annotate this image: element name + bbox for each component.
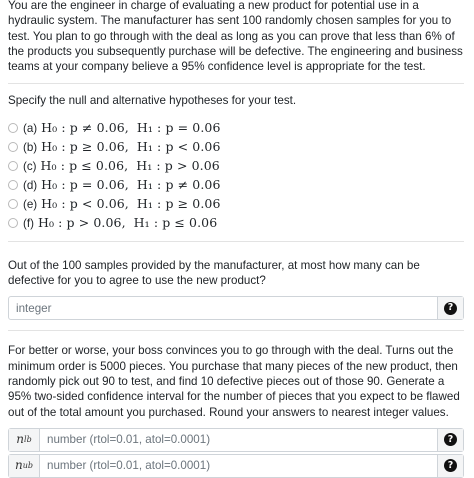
hypothesis-options <box>8 119 464 233</box>
question-mark-icon: ? <box>444 433 457 446</box>
option-f[interactable] <box>8 214 464 233</box>
option-h0: H₀ : p ≤ 0.06, <box>40 158 129 174</box>
divider <box>8 83 464 84</box>
radio-button-a[interactable] <box>8 123 18 133</box>
option-h1: H₁ : p ≥ 0.06 <box>136 196 221 212</box>
lower-bound-field[interactable] <box>8 428 464 452</box>
question-mark-icon: ? <box>444 459 457 472</box>
subscript-ub: ub <box>22 460 33 470</box>
integer-answer-field[interactable] <box>8 296 464 320</box>
hypothesis-prompt: Specify the null and alternative hypotheses for your test. <box>8 94 297 108</box>
integer-input[interactable]: integer <box>16 301 52 315</box>
option-h1: H₁ : p > 0.06 <box>136 158 220 174</box>
option-letter: (e) <box>23 197 38 211</box>
option-h0: H₀ : p > 0.06, <box>37 215 126 231</box>
interval-prompt: For better or worse, your boss convinces you to go through with the deal. Turns out the minimum order is 5000 pieces. You purchase that many pieces of the new product, then randomly pick out 90 to test, and find 10 defective pieces out of those 90. Generate a 95% two-sided confidence interval for the number of pieces that you expect to be flawed out of the total amount you purchased. Round your answers to nearest integer values. <box>8 344 460 419</box>
radio-button-d[interactable] <box>8 180 18 190</box>
option-h1: H₁ : p < 0.06 <box>136 139 221 155</box>
upper-bound-label <box>9 455 40 477</box>
divider <box>8 241 464 242</box>
variable-n: n <box>14 457 23 472</box>
option-h1: H₁ : p = 0.06 <box>136 120 221 136</box>
option-d[interactable] <box>8 176 464 195</box>
radio-button-c[interactable] <box>8 161 18 171</box>
subscript-lb: lb <box>24 434 32 444</box>
option-letter: (b) <box>23 140 38 154</box>
option-c[interactable] <box>8 157 464 176</box>
upper-bound-field[interactable] <box>8 454 464 478</box>
help-button[interactable] <box>437 297 463 319</box>
lower-bound-label <box>9 429 40 451</box>
option-h0: H₀ : p = 0.06, <box>41 177 129 193</box>
intro-paragraph: You are the engineer in charge of evaluating a new product for potential use in a hydraulic system. The manufacturer has sent 100 randomly chosen samples for you to test. You plan to go through with the deal as long as you can prove that less than 6% of the products you subsequently purchase will be defective. The engineering and business teams at your company believe a 95% confidence level is appropriate for the test. <box>8 0 463 74</box>
help-button[interactable] <box>437 455 463 477</box>
option-a[interactable] <box>8 119 464 138</box>
help-button[interactable] <box>437 429 463 451</box>
radio-button-f[interactable] <box>8 218 18 228</box>
radio-button-e[interactable] <box>8 199 18 209</box>
option-h0: H₀ : p ≠ 0.06, <box>41 120 129 136</box>
option-letter: (f) <box>23 216 34 230</box>
option-h1: H₁ : p ≠ 0.06 <box>136 177 221 193</box>
option-b[interactable] <box>8 138 464 157</box>
option-h1: H₁ : p ≤ 0.06 <box>133 215 218 231</box>
option-h0: H₀ : p ≥ 0.06, <box>41 139 129 155</box>
option-e[interactable] <box>8 195 464 214</box>
defective-prompt: Out of the 100 samples provided by the manufacturer, at most how many can be defective for you to agree to use the new product? <box>8 258 420 288</box>
option-letter: (a) <box>23 121 38 135</box>
upper-bound-input[interactable]: number (rtol=0.01, atol=0.0001) <box>47 459 211 473</box>
variable-n: n <box>16 431 25 446</box>
question-mark-icon: ? <box>444 302 457 315</box>
option-h0: H₀ : p < 0.06, <box>41 196 129 212</box>
option-letter: (d) <box>23 178 38 192</box>
lower-bound-input[interactable]: number (rtol=0.01, atol=0.0001) <box>47 433 211 447</box>
divider <box>8 330 464 331</box>
option-letter: (c) <box>23 159 37 173</box>
radio-button-b[interactable] <box>8 142 18 152</box>
